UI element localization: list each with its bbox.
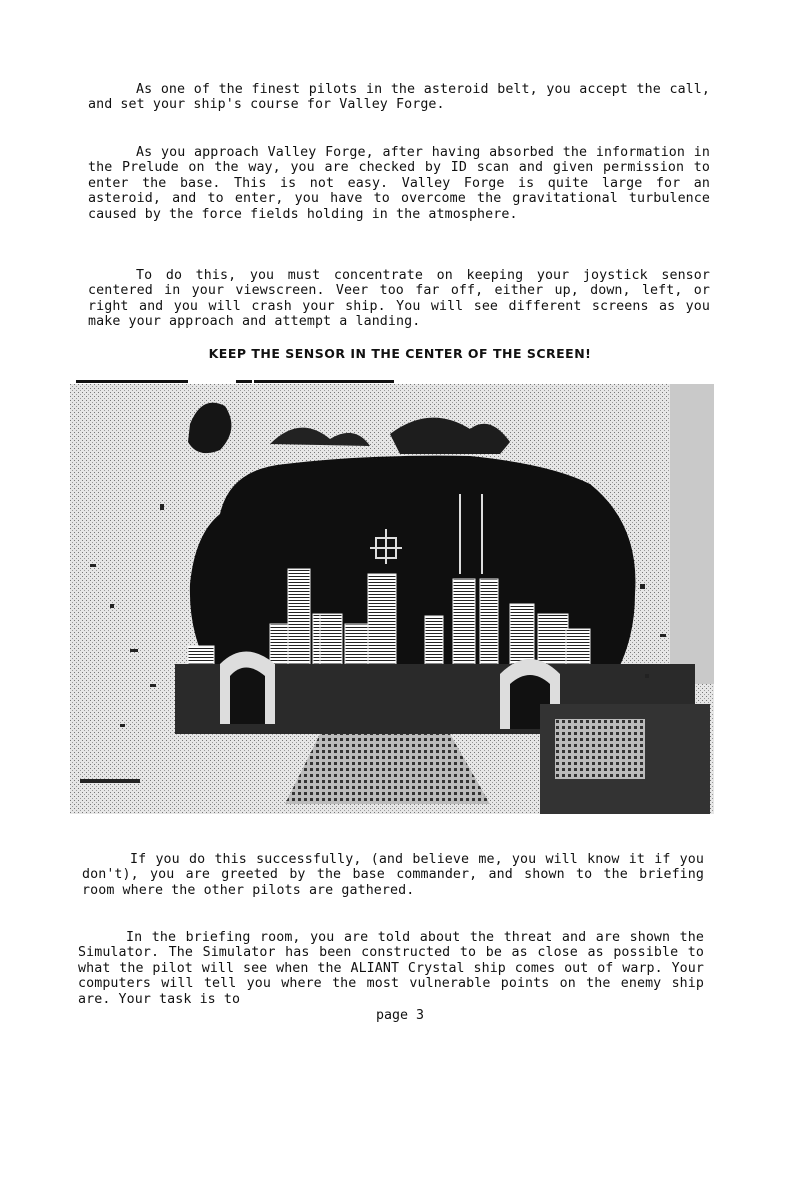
paragraph-greeting: If you do this successfully, (and believe me, you will know it if you don't), you are greeted by the base commander, and shown to the briefing room where the other pilots are gathered. xyxy=(82,852,704,898)
divider-line xyxy=(236,380,252,383)
valley-forge-screenshot xyxy=(70,384,714,814)
paragraph-intro: As one of the finest pilots in the asteroid belt, you accept the call, and set your ship's course for Valley Forge. xyxy=(88,82,710,113)
paragraph-briefing: In the briefing room, you are told about the threat and are shown the Simulator. The Simulator has been constructed to be as close as possible to what the pilot will see when the ALIANT Crystal ship comes out of warp. Your computers will tell you where the most vulnerable points on the enemy ship are. Your task is to xyxy=(78,930,704,1007)
paragraph-approach: As you approach Valley Forge, after having absorbed the information in the Prelude on the way, you are checked by ID scan and given permission to enter the base. This is not easy. Valley Forge is quite large for an asteroid, and to enter, you have to overcome the gravitational turbulence caused by the force fields holding in the atmosphere. xyxy=(88,145,710,222)
divider-line xyxy=(254,380,394,383)
valley-forge-illustration xyxy=(70,384,714,814)
instruction-heading: KEEP THE SENSOR IN THE CENTER OF THE SCREEN! xyxy=(208,346,592,361)
divider-line xyxy=(76,380,188,383)
page-number: page 3 xyxy=(375,1008,425,1023)
paragraph-joystick: To do this, you must concentrate on keeping your joystick sensor centered in your viewscreen. Veer too far off, either up, down, left, or right and you will crash your ship. You will see different screens as you make your approach and attempt a landing. xyxy=(88,268,710,330)
